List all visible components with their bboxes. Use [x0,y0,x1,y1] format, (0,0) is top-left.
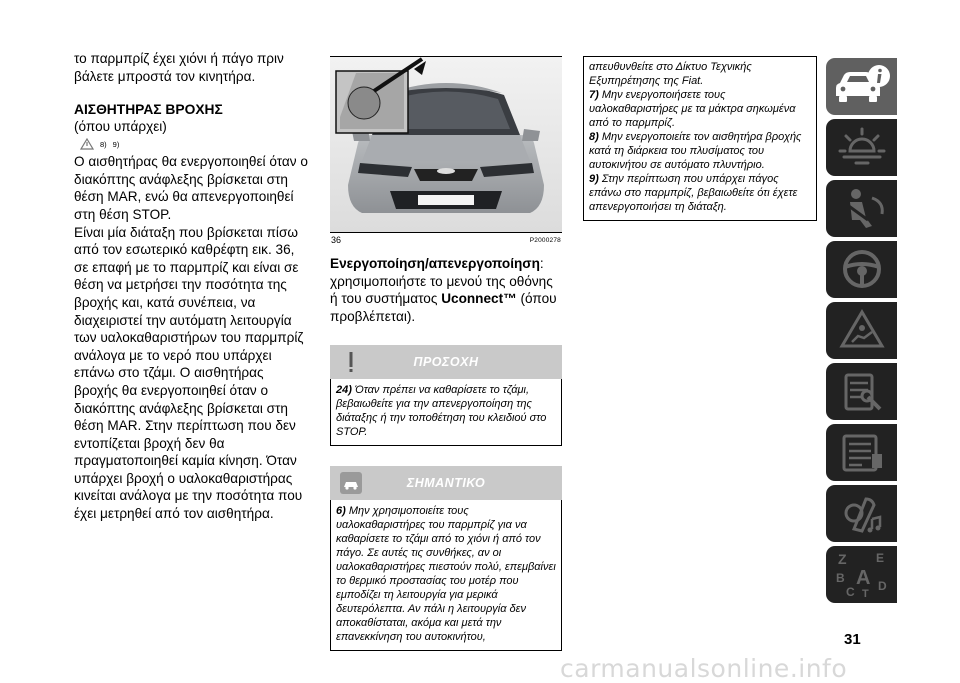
tab-specifications[interactable] [826,424,897,481]
maintenance-icon [832,367,892,416]
continued-box [583,56,817,221]
uconnect-label: Uconnect™ [441,291,517,307]
figure-caption [330,233,562,245]
note-text: Μην ενεργοποιείτε τον αισθητήρα βροχής κατά τη διάρκεια του πλυσίματος του αυτοκινήτου σε αυτόματο πλυντήριο. [589,131,802,171]
section-heading: ΑΙΣΘΗΤΗΡΑΣ ΒΡΟΧΗΣ [74,102,223,118]
continued-text: απευθυνθείτε στο Δίκτυο Τεχνικής Εξυπηρέτησης της Fiat. [589,61,752,87]
note-number: 24) [336,384,352,397]
figure-code: P2000278 [529,237,561,244]
figure-number: 36 [331,235,342,245]
note-number: 8) [589,131,599,143]
specifications-icon [832,428,892,477]
note-item [589,88,811,130]
ref-marker: 9) [112,139,120,149]
multimedia-icon [832,489,892,538]
paragraph: Είναι μία διάταξη που βρίσκεται πίσω από τον εσωτερικό καθρέφτη εικ. 36, σε επαφή με το παρμπρίζ και είναι σε θέση να μετρήσει την ποσότητα της βροχής και, κατά συνέπεια, να διαχειριστεί την αυτόματη λειτουργία των υαλοκαθαριστήρων του παρμπρίζ ανάλογα με το νερό που υπάρχει επάνω στο τζάμι. Ο αισθητήρας βροχής θα ενεργοποιηθεί όταν ο διακόπτης ανάφλεξης βρίσκεται στη θέση MAR. Στην περίπτωση που δεν εντοπίζεται βροχή δεν θα πραγματοποιηθεί καμία κίνηση. Όταν υπάρχει βροχή ο υαλοκαθαριστήρας κινείται ανάλογα με την ποσότητα που έχει μετρηθεί από τον αισθητήρα. [74,224,304,522]
important-box-header [330,466,562,500]
activation-heading: Ενεργοποίηση/απενεργοποίηση [330,256,540,271]
note-number: 9) [589,173,599,185]
tab-steering-wheel[interactable] [826,241,897,298]
tab-dashboard-lights[interactable] [826,119,897,176]
figure-image [330,56,562,233]
index-letter: E [876,551,885,565]
note-text: Όταν πρέπει να καθαρίσετε το τζάμι, βεβαιωθείτε για την απενεργοποίηση της διάταξης ή την τοποθέτηση του κλειδιού στο STOP. [336,384,547,439]
index-icon [832,550,892,599]
index-letter: T [862,588,869,599]
tab-multimedia[interactable] [826,485,897,542]
car-front-photo [330,57,562,232]
index-letter: A [856,567,871,589]
tab-warning-road[interactable] [826,302,897,359]
note-item [589,172,811,214]
index-letter: B [836,571,845,585]
note-text: Στην περίπτωση που υπάρχει πάγος επάνω στο παρμπρίζ, βεβαιωθείτε ότι έχετε απενεργοποιήσει τη διάταξη. [589,173,798,213]
column-1 [74,50,310,523]
note-text: Μην ενεργοποιήσετε τους υαλοκαθαριστήρες με τα μάκτρα σηκωμένα από το παρμπρίζ. [589,89,796,129]
page-number: 31 [844,631,861,648]
paragraph: Ο αισθητήρας θα ενεργοποιηθεί όταν ο διακόπτης ανάφλεξης βρίσκεται στη θέση MAR, ενώ θα απενεργοποιηθεί στη θέση STOP. [74,154,308,222]
index-letter: C [846,585,855,599]
important-title: ΣΗΜΑΝΤΙΚΟ [406,476,486,491]
activation-text-end: (όπου προβλέπεται). [330,291,557,324]
note-number: 6) [336,505,346,518]
tab-maintenance[interactable] [826,363,897,420]
tab-index[interactable] [826,546,897,603]
watermark: carmanualsonline.info [560,654,848,683]
reference-markers [80,138,310,150]
steering-wheel-icon [832,245,892,294]
car-info-icon [832,62,892,111]
warning-box-body [330,379,562,446]
index-letter: D [878,579,887,593]
ref-marker: 8) [100,139,107,149]
tab-car-info[interactable] [826,58,897,115]
warning-road-icon [832,306,892,355]
activation-paragraph [330,255,562,325]
colon: : [539,256,544,271]
seatbelt-airbag-icon [832,184,892,233]
column-3 [583,56,817,221]
intro-text: το παρμπρίζ έχει χιόνι ή πάγο πριν βάλετε μπροστά τον κινητήρα. [74,51,284,84]
tab-seatbelt-airbag[interactable] [826,180,897,237]
note-item [589,130,811,172]
activation-text: χρησιμοποιήστε το μενού της οθόνης ή του συστήματος [330,273,553,307]
warning-triangle-icon [80,138,94,150]
note-text: Μην χρησιμοποιείτε τους υαλοκαθαριστήρες του παρμπρίζ για να καθαρίσετε το τζάμι από το χιόνι ή από τον πάγο. Σε αυτές τις συνθήκες, αν οι υαλοκαθαριστήρες πιεστούν πολύ, επεμβαίνει το θερμικό προστασίας του μοτέρ που εμποδίζει τη λειτουργία για μερικά δευτερόλεπτα. Αν πάλι η λειτουργία δεν αποκαθίσταται, ακόμα και μετά την επανεκκίνηση του αυτοκινήτου, [336,505,556,644]
index-letter: Z [838,551,847,567]
warning-box-header [330,345,562,379]
column-2 [330,56,562,651]
important-box-body [330,500,562,651]
section-subheading: (όπου υπάρχει) [74,119,167,135]
dashboard-lights-icon [832,123,892,172]
chapter-tabs [826,58,897,607]
note-number: 7) [589,89,599,101]
warning-title: ΠΡΟΣΟΧΗ [413,355,479,370]
